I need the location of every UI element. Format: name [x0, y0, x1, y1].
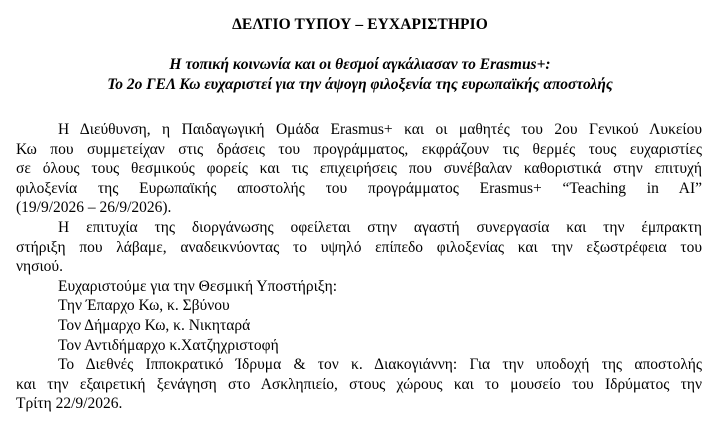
paragraph-1-line-3: σε όλους τους θεσμικούς φορείς και τις επιχειρήσεις που συνέβαλαν καθοριστικά στην επιτυχή: [16, 160, 702, 178]
paragraph-2-line-2: στήριξη που λάβαμε, αναδεικνύοντας το υψηλό επίπεδο φιλοξενίας και την εξωστρέφεια του: [16, 238, 702, 256]
thanks-heading: Ευχαριστούμε για την Θεσμική Υποστήριξη:: [58, 277, 338, 295]
subtitle-line-1: Η τοπική κοινωνία και οι θεσμοί αγκάλιασαν το Erasmus+:: [169, 56, 551, 73]
paragraph-2-line-1: Η επιτυχία της διοργάνωσης οφείλεται στην αγαστή συνεργασία και την έμπρακτη: [58, 219, 702, 236]
document-title: ΔΕΛΤΙΟ ΤΥΠΟΥ – ΕΥΧΑΡΙΣΤΗΡΙΟ: [232, 16, 488, 33]
paragraph-1-line-4: φιλοξενία της Ευρωπαϊκής αποστολής του προγράμματος Erasmus+ “Teaching in AI”: [16, 179, 702, 197]
paragraph-3-line-1: Το Διεθνές Ιπποκρατικό Ίδρυμα & τον κ. Διακογιάννη: Για την υποδοχή της αποστολής: [58, 356, 702, 374]
subtitle-line-2: Το 2ο ΓΕΛ Κω ευχαριστεί για την άψογη φιλοξενία της ευρωπαϊκής αποστολής: [107, 76, 613, 93]
paragraph-3-line-2: και την εξαιρετική ξενάγηση στο Ασκληπιείο, στους χώρους και το μουσείο του Ιδρύματος την: [16, 375, 702, 393]
paragraph-2-line-3: νησιού.: [16, 258, 63, 276]
paragraph-3-line-3: Τρίτη 22/9/2026.: [16, 395, 123, 413]
thanks-item-dimarchos: Τον Δήμαρχο Κω, κ. Νικηταρά: [58, 317, 251, 334]
paragraph-1-line-1: Η Διεύθυνση, η Παιδαγωγική Ομάδα Erasmus+ και οι μαθητές του 2ου Γενικού Λυκείου: [58, 121, 702, 138]
paragraph-1-line-2: Κω που συμμετείχαν στις δράσεις του προγράμματος, εκφράζουν τις θερμές τους ευχαριστίες: [16, 140, 702, 158]
thanks-item-eparchos: Την Έπαρχο Κω, κ. Σβύνου: [58, 297, 230, 315]
thanks-item-antidimarchos: Τον Αντιδήμαρχο κ.Χατζηχριστοφή: [58, 336, 279, 354]
paragraph-1-line-5: (19/9/2026 – 26/9/2026).: [16, 199, 172, 217]
